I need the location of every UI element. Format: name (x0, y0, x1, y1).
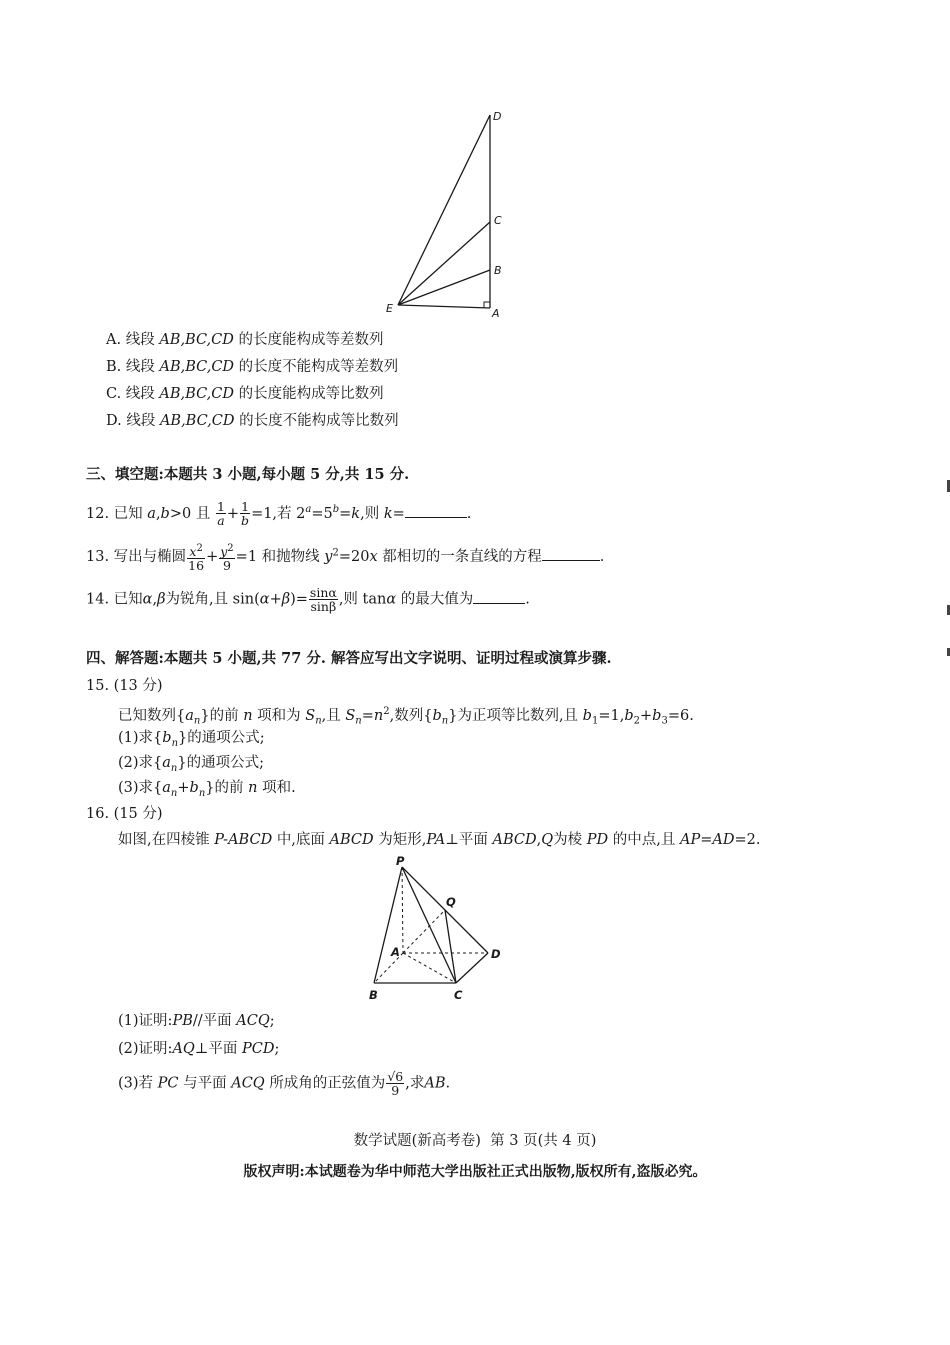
option-c-segments: AB,BC,CD (159, 386, 234, 402)
q14-beta: β (157, 591, 166, 608)
q16-pabcd: P-ABCD (214, 832, 273, 848)
q14-prefix: 14. 已知 (86, 591, 143, 608)
option-a (106, 330, 384, 350)
right-angle-mark (484, 302, 490, 308)
q15-title: 15. (13 分) (86, 678, 163, 694)
q15-p3-n3: n (248, 780, 258, 796)
q15-s4: ,且 (321, 707, 341, 724)
q16-p3-end: . (445, 1075, 451, 1092)
q15-p3-n2: n (198, 787, 206, 799)
option-b-text: 的长度不能构成等差数列 (238, 359, 399, 375)
q15-p1-b: }的通项公式; (178, 730, 265, 746)
q15-part-3 (118, 778, 296, 804)
label-p: P (396, 854, 405, 868)
q15-p3-a-var: a (162, 780, 171, 796)
q16-abcd: ABCD (329, 832, 374, 848)
label-d: D (491, 947, 501, 961)
q16-part-2 (118, 1039, 279, 1059)
q16-comma: , (536, 832, 542, 848)
label-a: A (391, 945, 400, 959)
q16-s3: 为矩形, (378, 832, 427, 848)
q13-f1-num: x (189, 544, 197, 560)
q16-p2-b: ⊥平面 (194, 1041, 238, 1057)
q16-s4: 为棱 (553, 832, 583, 848)
section-3-heading: 三、填空题:本题共 3 小题,每小题 5 分,共 15 分. (86, 466, 410, 483)
q15-S-n: n (315, 715, 322, 727)
q14-comma: , (152, 591, 158, 608)
line-ea (398, 305, 490, 308)
q16-p1-end: ; (269, 1013, 275, 1029)
label-a: A (492, 307, 500, 320)
q13-mid: =1 和抛物线 (235, 549, 320, 566)
q16-ap: AP (679, 832, 701, 848)
q15-b3: b (652, 707, 662, 724)
q12-exp-a: a (305, 504, 312, 515)
q15-part-2 (118, 753, 264, 779)
q12-k: k (351, 505, 361, 522)
q12-var-a: a (147, 505, 156, 522)
q14-alpha3: α (386, 591, 397, 608)
option-b-prefix: B. 线段 (106, 359, 155, 375)
q15-part-1 (118, 728, 265, 754)
q13-fraction-2 (219, 542, 234, 572)
q13-f1-den: 16 (188, 558, 205, 574)
q13-fraction-1 (187, 542, 205, 572)
q12-eqk: = (339, 505, 352, 522)
label-q: Q (446, 895, 456, 909)
q15-p3-a: (3)求{ (118, 780, 163, 796)
q15-p2-b: }的通项公式; (177, 755, 264, 771)
q12-answer-blank[interactable] (405, 503, 467, 518)
q15-sq: 2 (383, 706, 390, 717)
q16-eq2: =2. (734, 832, 761, 848)
q13-plus: + (206, 549, 219, 566)
q15-p2-a-var: a (162, 755, 171, 771)
q12-f1-num: 1 (216, 499, 225, 515)
q13-x: x (369, 549, 378, 566)
q16-p3-acq: ACQ (231, 1075, 265, 1092)
q14-plus: + (269, 591, 282, 608)
q16-perp: ⊥平面 (445, 832, 488, 848)
q16-pa: PA (426, 832, 446, 848)
q13-prefix: 13. 写出与椭圆 (86, 549, 187, 566)
figure-segments-triangle (380, 105, 510, 320)
q15-n2: n (243, 707, 253, 724)
section-4-heading: 四、解答题:本题共 5 小题,共 77 分. 解答应写出文字说明、证明过程或演算步骤. (86, 650, 612, 667)
option-a-segments: AB,BC,CD (159, 332, 234, 348)
label-b: B (494, 264, 502, 277)
q14-alpha2: α (259, 591, 270, 608)
q12-eq5: =5 (311, 505, 333, 522)
q13-end: . (599, 549, 605, 566)
q15-S2: S (345, 707, 356, 724)
q15-p3-b: }的前 (205, 780, 244, 796)
q12-exp-b: b (332, 504, 340, 515)
q16-abcd2: ABCD (492, 832, 537, 848)
option-a-text: 的长度能构成等差数列 (238, 332, 384, 348)
q12-plus: + (226, 505, 240, 522)
q15-eq6: =6. (667, 707, 694, 724)
q15-p3-b-var: b (189, 780, 199, 796)
q15-p3-c: 项和. (262, 780, 296, 796)
q15-b2: b (624, 707, 634, 724)
edge-pb (374, 867, 402, 983)
label-c: C (494, 214, 502, 227)
question-14 (86, 586, 530, 613)
label-d: D (493, 110, 502, 123)
q15-S: S (305, 707, 316, 724)
q13-f2-sup: 2 (227, 543, 234, 554)
q15-eq1: =1, (598, 707, 625, 724)
q15-p1-a: (1)求{ (118, 730, 163, 746)
q16-p2-aq: AQ (172, 1041, 195, 1057)
q14-cond: 为锐角,且 sin( (165, 591, 260, 608)
q16-s2: 中,底面 (276, 832, 325, 848)
q15-s1: 已知数列{ (118, 707, 186, 724)
option-b-segments: AB,BC,CD (159, 359, 235, 375)
q16-p3-c: 所成角的正弦值为 (269, 1075, 386, 1092)
q13-y: y (324, 549, 333, 566)
label-b: B (369, 988, 378, 1002)
q12-eq: = (392, 505, 405, 522)
label-c: C (454, 988, 463, 1002)
q14-answer-blank[interactable] (473, 589, 525, 604)
line-ec (398, 222, 490, 305)
q16-p1-acq: ACQ (236, 1013, 270, 1029)
q14-alpha: α (142, 591, 153, 608)
q16-stem (118, 830, 760, 850)
q12-prefix: 12. 已知 (86, 505, 143, 522)
q16-p2-pcd: PCD (242, 1041, 275, 1057)
q15-p3-plus: + (177, 780, 190, 796)
q16-s1: 如图,在四棱锥 (118, 832, 210, 848)
q16-p3-den: 9 (391, 1083, 400, 1098)
q16-p3-pc: PC (157, 1075, 179, 1092)
q16-pd: PD (586, 832, 609, 848)
option-a-prefix: A. 线段 (106, 332, 155, 348)
q14-end: . (525, 591, 530, 608)
option-c-text: 的长度能构成等比数列 (238, 386, 384, 402)
segment-ac-hidden (403, 953, 456, 983)
q14-tail2: 的最大值为 (400, 591, 474, 608)
q15-sub2: 2 (633, 715, 640, 727)
q15-a: a (185, 707, 194, 724)
figure-pyramid (360, 853, 510, 1005)
q13-tail: 都相切的一条直线的方程 (382, 549, 542, 566)
q12-f1-den: a (217, 513, 225, 529)
option-d (106, 411, 399, 431)
q14-f-num: sinα (309, 585, 337, 600)
q15-plus: + (640, 707, 653, 724)
q12-var-b: b (160, 505, 170, 522)
q15-S2-n: n (355, 715, 362, 727)
q16-title: 16. (15 分) (86, 806, 163, 822)
q16-p1-a: (1)证明: (118, 1013, 173, 1029)
q15-s6: }为正项等比数列,且 (448, 707, 579, 724)
q12-fraction-2 (240, 500, 250, 527)
edge-pa-hidden (402, 867, 403, 953)
option-b (106, 357, 398, 377)
q16-p2-end: ; (274, 1041, 280, 1057)
q16-eq: = (700, 832, 713, 848)
q15-n: n (193, 715, 201, 727)
option-d-text: 的长度不能构成等比数列 (239, 413, 399, 429)
q13-f2-den: 9 (222, 558, 231, 574)
q15-b1: b (582, 707, 592, 724)
q12-end: . (466, 505, 472, 522)
q15-p2-n: n (170, 762, 178, 774)
option-c-prefix: C. 线段 (106, 386, 155, 402)
q14-fraction (309, 586, 338, 613)
q16-p3-num: √6 (387, 1069, 404, 1084)
q16-p3-d: ,求 (405, 1075, 425, 1092)
q16-part-1 (118, 1011, 275, 1031)
edge-cd (456, 953, 488, 983)
q15-n3: n (373, 707, 384, 724)
page-footer: 数学试题(新高考卷) 第 3 页(共 4 页) (353, 1133, 597, 1149)
q13-f2-num: y (220, 544, 228, 560)
question-12 (86, 500, 471, 527)
q14-close: )= (290, 591, 308, 608)
q16-ad: AD (712, 832, 735, 848)
q15-p1-b-var: b (162, 730, 172, 746)
q16-p2-a: (2)证明: (118, 1041, 173, 1057)
q14-beta2: β (281, 591, 291, 608)
q15-sub3: 3 (661, 715, 668, 727)
q16-q: Q (541, 832, 554, 848)
q15-s5: ,数列{ (389, 707, 433, 724)
q12-f2-den: b (241, 513, 250, 529)
q16-p3-a: (3)若 (118, 1075, 154, 1092)
q15-s2: }的前 (200, 707, 239, 724)
q16-p1-pb: PB (172, 1013, 193, 1029)
option-d-segments: AB,BC,CD (159, 413, 235, 429)
copyright-notice: 版权声明:本试题卷为华中师范大学出版社正式出版物,版权所有,盗版必究。 (243, 1164, 707, 1180)
q16-part-3 (118, 1070, 450, 1097)
q12-comma: , (155, 505, 161, 522)
q16-p3-ab: AB (424, 1075, 446, 1092)
q13-eq: =20 (338, 549, 370, 566)
option-d-prefix: D. 线段 (106, 413, 156, 429)
q14-f-den: sinβ (310, 599, 337, 614)
q16-p3-fraction (386, 1070, 404, 1097)
q16-s5: 的中点,且 (612, 832, 676, 848)
question-13 (86, 542, 604, 572)
q13-sup2: 2 (332, 547, 339, 559)
label-e: E (386, 302, 393, 315)
q15-eq: = (361, 707, 374, 724)
line-ed (398, 115, 490, 305)
q15-p1-n: n (171, 737, 179, 749)
q13-answer-blank[interactable] (542, 546, 600, 561)
q15-b-n: n (441, 715, 449, 727)
q15-b: b (432, 707, 442, 724)
q12-f2-num: 1 (241, 499, 250, 515)
q15-p3-n1: n (170, 787, 178, 799)
q12-cond: >0 且 (169, 505, 211, 522)
q16-p3-b: 与平面 (183, 1075, 227, 1092)
q12-then: ,则 (360, 505, 380, 522)
q12-mid: =1,若 2 (251, 505, 306, 522)
q13-f1-sup: 2 (196, 543, 203, 554)
q16-p1-b: //平面 (192, 1013, 232, 1029)
q14-tail: ,则 tan (338, 591, 387, 608)
q15-p2-a: (2)求{ (118, 755, 163, 771)
q15-sub1: 1 (591, 715, 599, 727)
q15-s3: 项和为 (257, 707, 301, 724)
option-c (106, 384, 384, 404)
q12-k2: k (383, 505, 393, 522)
q12-fraction-1 (216, 500, 226, 527)
